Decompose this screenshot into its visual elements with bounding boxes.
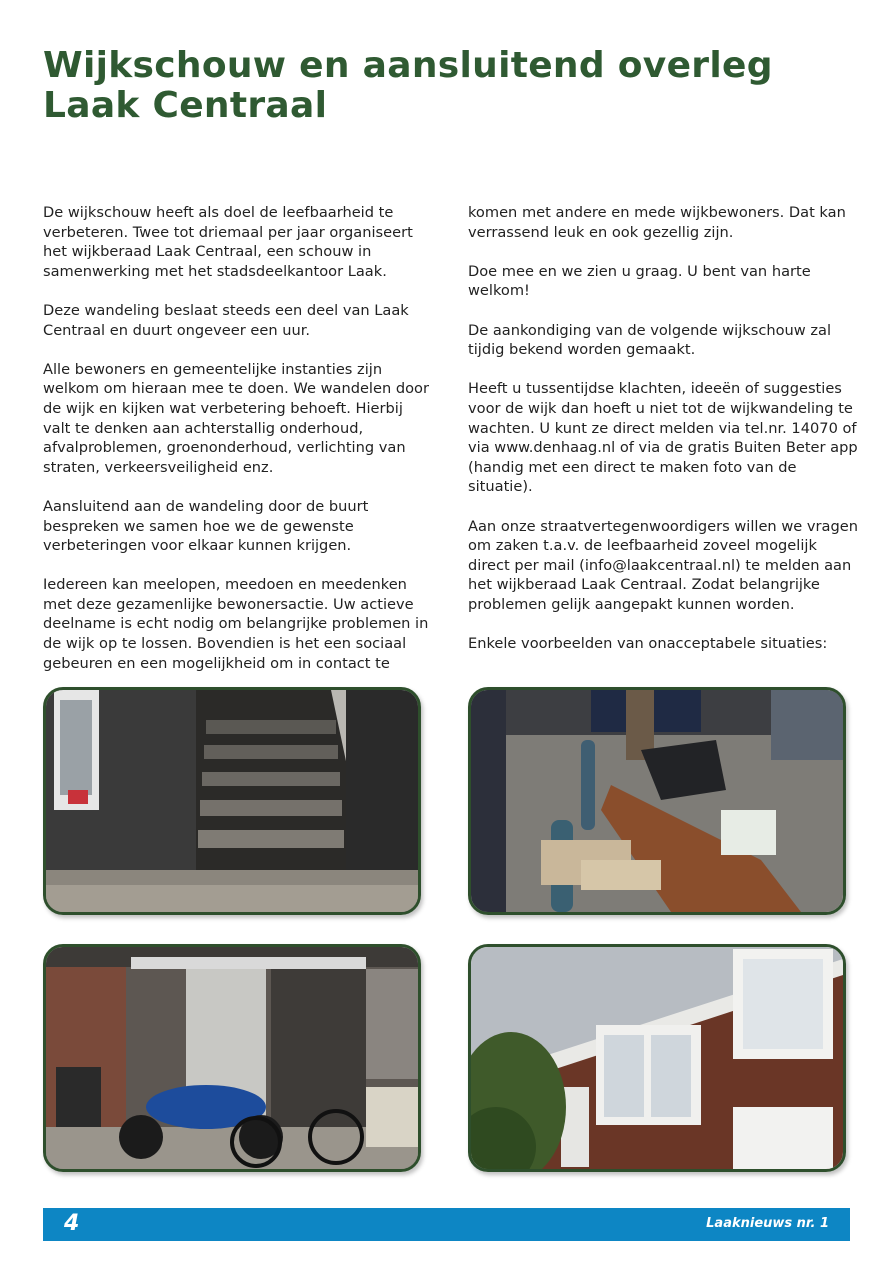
right-text-column: [468, 203, 858, 673]
paragraph: Alle bewoners en gemeentelijke instanties zijn welkom om hieraan mee te doen. We wandelen door de wijk en kijken wat verbetering behoeft. Hierbij valt te denken aan achterstallig onderhoud, afvalproblemen, groenonderhoud, verlichting van straten, verkeersveiligheid enz.: [43, 360, 429, 476]
paragraph: Deze wandeling beslaat steeds een deel van Laak Centraal en duurt ongeveer een uur.: [43, 301, 409, 339]
paragraph: Aansluitend aan de wandeling door de buurt bespreken we samen hoe we de gewenste verbeteringen voor elkaar kunnen krijgen.: [43, 497, 369, 555]
photo-house-facade: [468, 944, 846, 1172]
page-number: 4: [64, 1211, 80, 1236]
paragraph: Enkele voorbeelden van onacceptabele situaties:: [468, 635, 828, 653]
page-footer: [43, 1208, 850, 1241]
paragraph: Aan onze straatvertegenwoordigers willen we vragen om zaken t.a.v. de leefbaarheid zoveel mogelijk direct per mail (info@laakcentraal.nl) te melden aan het wijkberaad Laak Centraal. Zodat belangrijke problemen gelijk aangepakt kunnen worden.: [468, 517, 858, 613]
magazine-name: Laaknieuws nr. 1: [706, 1216, 829, 1231]
photo-dumped-waste: [468, 687, 846, 915]
photo-worn-stairs: [43, 687, 421, 915]
paragraph: De wijkschouw heeft als doel de leefbaarheid te verbeteren. Twee tot driemaal per jaar organiseert het wijkberaad Laak Centraal, een schouw in samenwerking met het stadsdeelkantoor Laak.: [43, 204, 413, 280]
article-title: [43, 46, 863, 126]
paragraph: Heeft u tussentijdse klachten, ideeën of suggesties voor de wijk dan hoeft u niet tot de wijkwandeling te wachten. U kunt ze direct melden via tel.nr. 14070 of via www.denhaag.nl of via de gratis Buiten Beter app (handig met een direct te maken foto van de situatie).: [468, 380, 858, 496]
paragraph: Iedereen kan meelopen, meedoen en meedenken met deze gezamenlijke bewonersactie. Uw actieve deelname is echt nodig om belangrijke problemen in de wijk op te lossen. Bovendien is het een sociaal gebeuren en een mogelijkheid om in contact te: [43, 576, 429, 672]
paragraph: komen met andere en mede wijkbewoners. Dat kan verrassend leuk en ook gezellig zijn.: [468, 204, 846, 241]
title-line-1: Wijkschouw en aansluitend overleg: [43, 45, 773, 86]
photo-parked-scooter: [43, 944, 421, 1172]
left-text-column: [43, 203, 433, 693]
paragraph: De aankondiging van de volgende wijkschouw zal tijdig bekend worden gemaakt.: [468, 321, 832, 359]
paragraph: Doe mee en we zien u graag. U bent van harte welkom!: [468, 262, 811, 300]
title-line-2: Laak Centraal: [43, 85, 328, 126]
